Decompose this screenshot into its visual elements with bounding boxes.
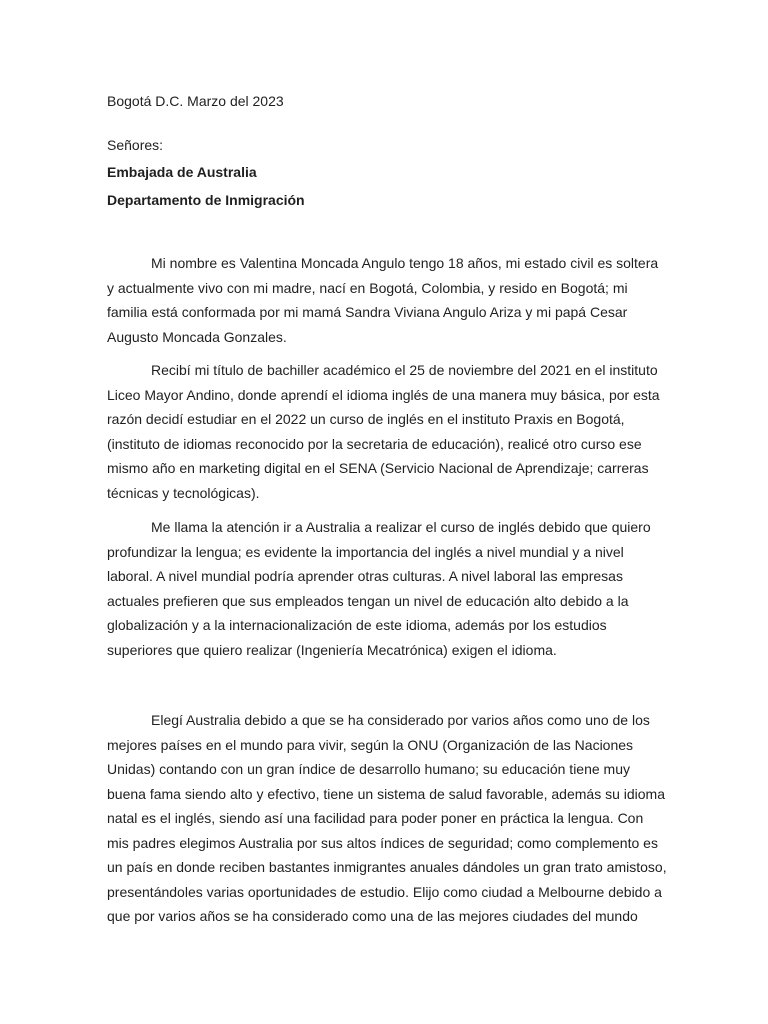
paragraph-education: Recibí mi título de bachiller académico el 25 de noviembre del 2021 en el instituto Liceo Mayor Andino, donde aprendí el idioma inglés de una manera muy básica, por esta razón decidí estudiar en el 2022 un curso de inglés en el instituto Praxis en Bogotá, (instituto de idiomas reconocido por la secretaria de educación), realicé otro curso ese mismo año en marketing digital en el SENA (Servicio Nacional de Aprendizaje; carreras técnicas y tecnológicas).	[107, 362, 660, 501]
recipient-embassy: Embajada de Australia	[107, 164, 257, 180]
date-line: Bogotá D.C. Marzo del 2023	[107, 93, 284, 109]
salutation: Señores:	[107, 137, 164, 153]
recipient-department: Departamento de Inmigración	[107, 192, 305, 208]
paragraph-why-australia: Elegí Australia debido a que se ha considerado por varios años como uno de los mejores países en el mundo para vivir, según la ONU (Organización de las Naciones Unidas) contando con un gran índice de desarrollo humano; su educación tiene muy buena fama siendo alto y efectivo, tiene un sistema de salud favorable, además su idioma natal es el inglés, siendo así una facilidad para poder poner en práctica la lengua. Con mis padres elegimos Australia por sus altos índices de seguridad; como complemento es un país en donde reciben bastantes inmigrantes anuales dándoles un gran trato amistoso, presentándoles varias oportunidades de estudio. Elijo como ciudad a Melbourne debido a que por varios años se ha considerado como una de las mejores ciudades del mundo	[107, 712, 667, 924]
paragraph-motivation: Me llama la atención ir a Australia a realizar el curso de inglés debido que quiero profundizar la lengua; es evidente la importancia del inglés a nivel mundial y a nivel laboral. A nivel mundial podría aprender otras culturas. A nivel laboral las empresas actuales prefieren que sus empleados tengan un nivel de educación alto debido a la globalización y a la internacionalización de este idioma, además por los estudios superiores que quiero realizar (Ingeniería Mecatrónica) exigen el idioma.	[107, 519, 651, 658]
paragraph-personal-info: Mi nombre es Valentina Moncada Angulo tengo 18 años, mi estado civil es soltera y actualmente vivo con mi madre, nací en Bogotá, Colombia, y resido en Bogotá; mi familia está conformada por mi mamá Sandra Viviana Angulo Ariza y mi papá Cesar Augusto Moncada Gonzales.	[107, 255, 659, 345]
